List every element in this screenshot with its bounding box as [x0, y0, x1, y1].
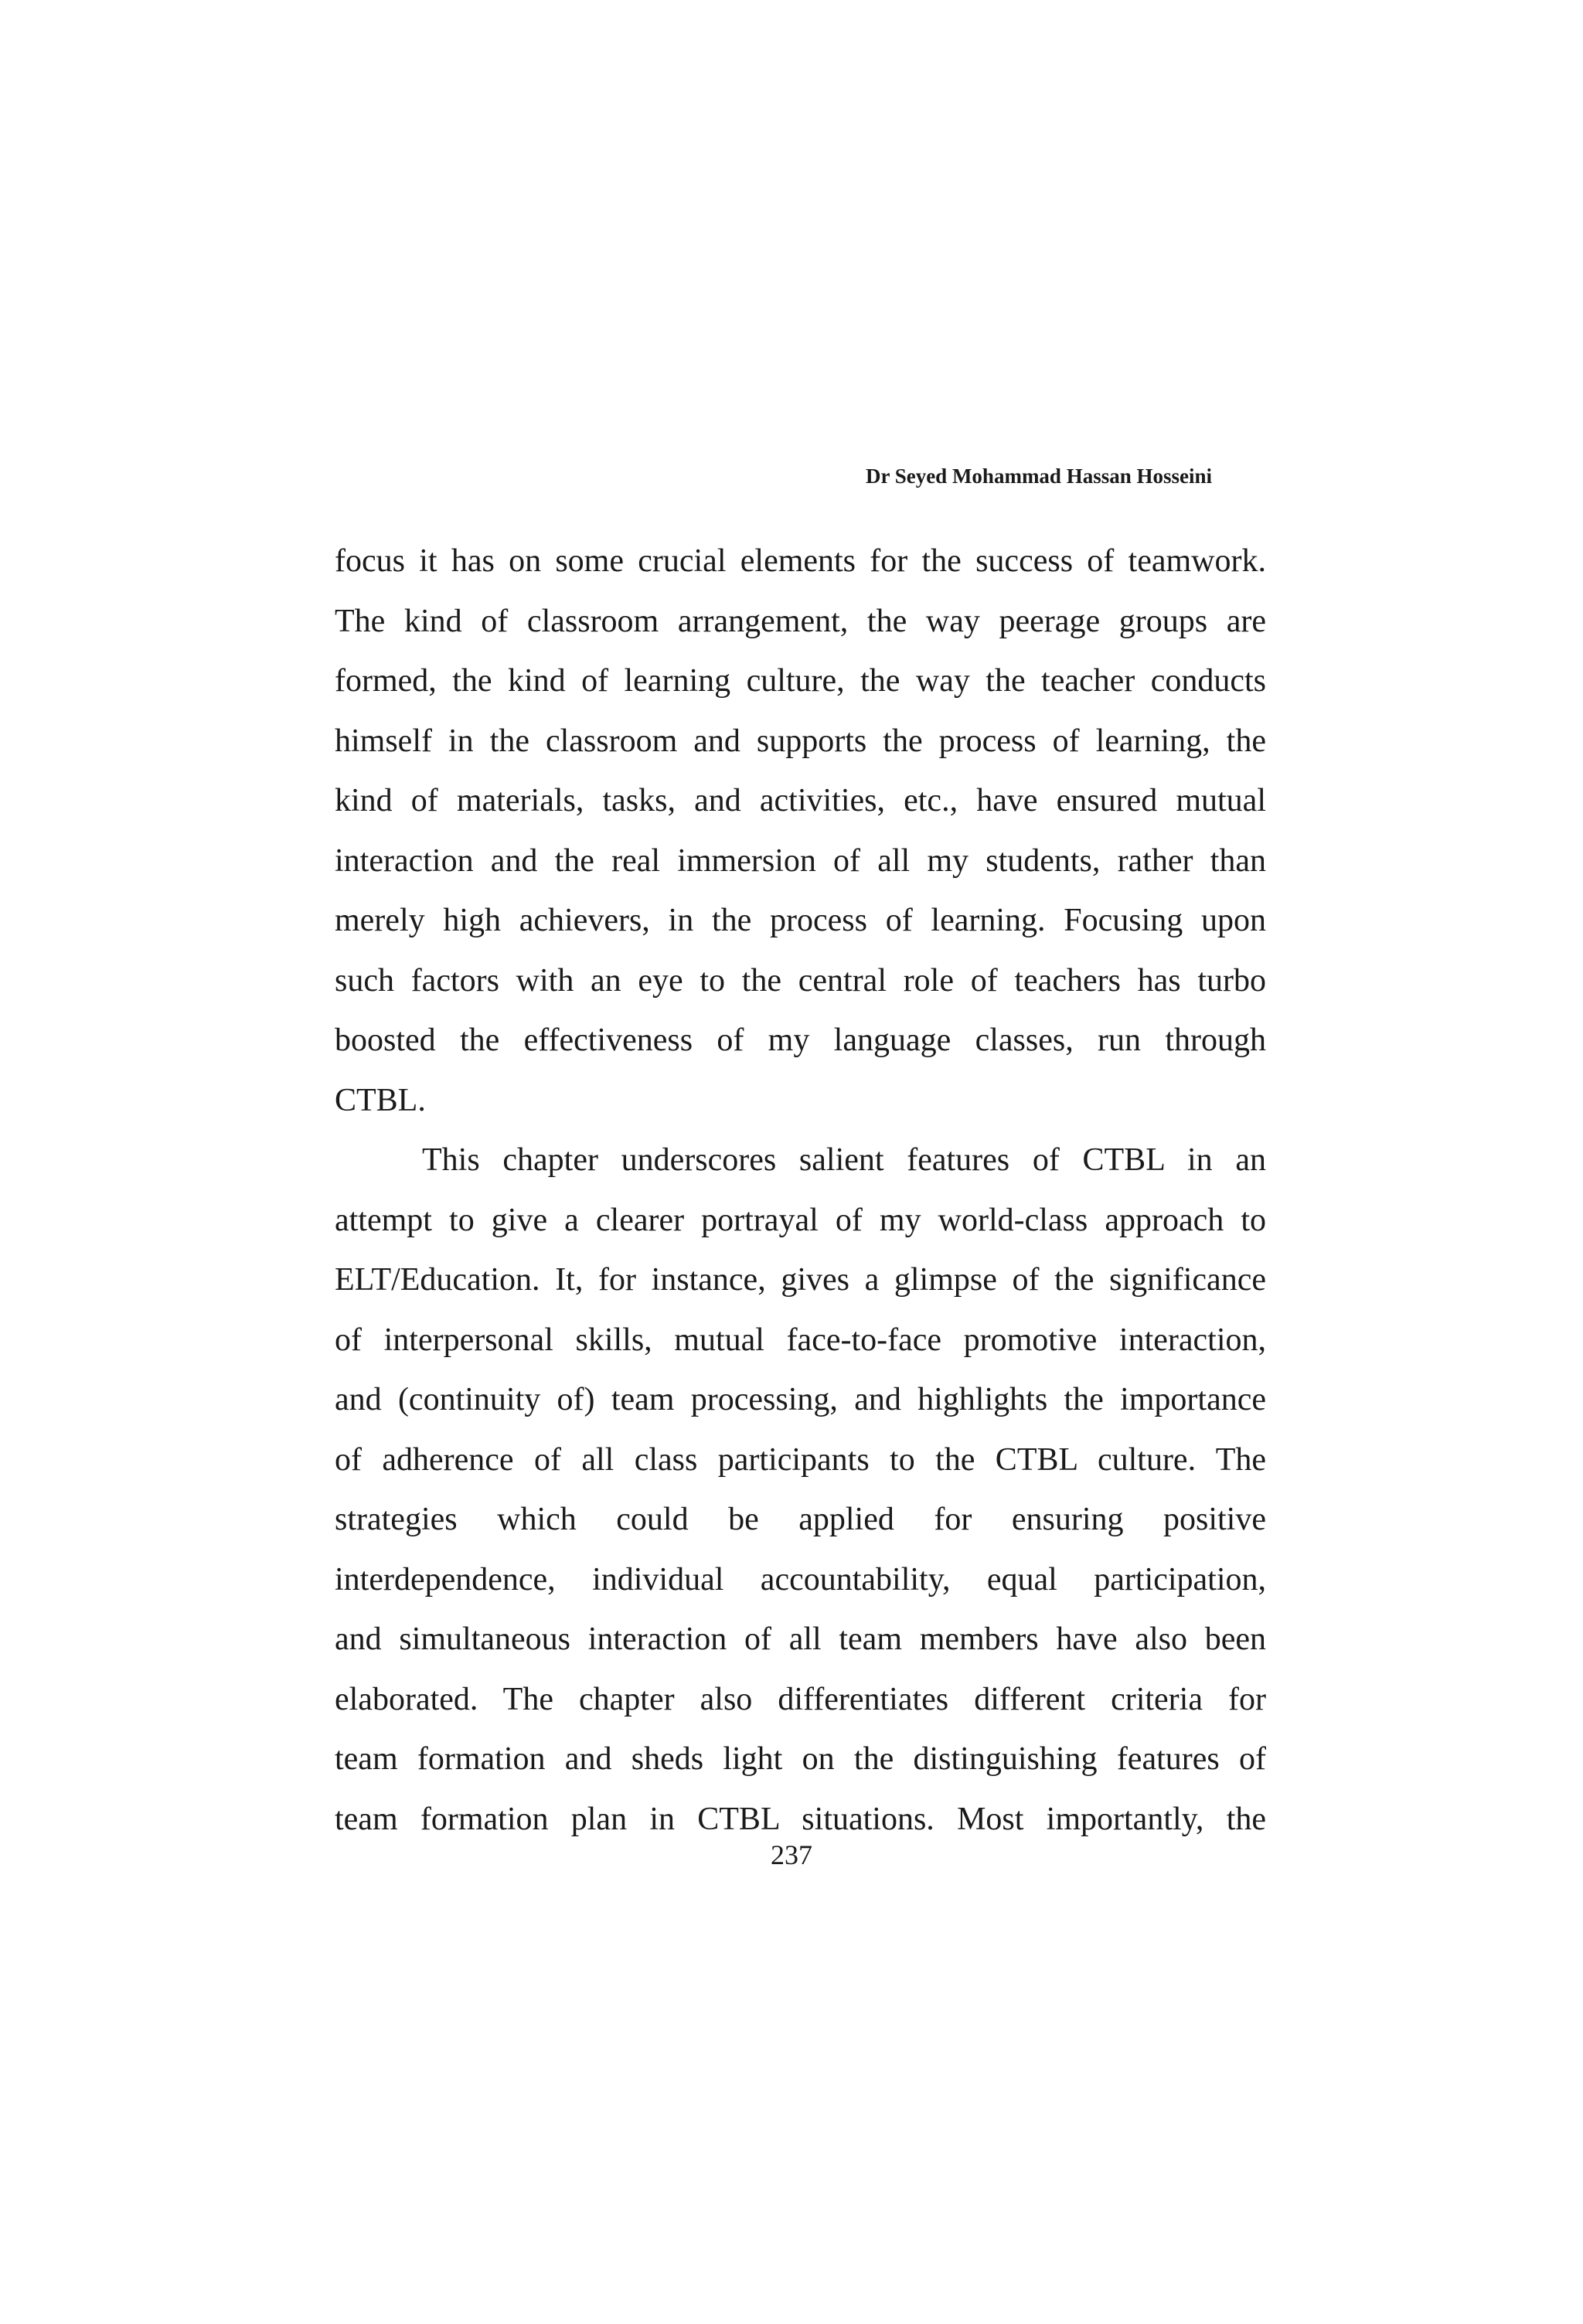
running-header-author: Dr Seyed Mohammad Hassan Hosseini: [865, 464, 1212, 488]
paragraph-2-line-6: of adherence of all class participants to the CTBL culture. The: [335, 1441, 1266, 1478]
body-text: [335, 532, 1266, 1849]
paragraph-1-line-5: kind of materials, tasks, and activities, etc., have ensured mutual: [335, 783, 1266, 818]
paragraph-1-line-8: such factors with an eye to the central role of teachers has turbo: [335, 962, 1266, 999]
paragraph-2-line-9: and simultaneous interaction of all team members have also been: [335, 1621, 1266, 1657]
paragraph-1-line-6: interaction and the real immersion of all my students, rather than: [335, 842, 1266, 879]
paragraph-1-line-9: boosted the effectiveness of my language classes, run through: [335, 1022, 1266, 1058]
paragraph-2-line-3: ELT/Education. It, for instance, gives a glimpse of the significance: [335, 1262, 1266, 1298]
paragraph-1-line-10: CTBL.: [335, 1082, 426, 1118]
paragraph-1-line-7: merely high achievers, in the process of learning. Focusing upon: [335, 903, 1266, 938]
paragraph-2-line-12: team formation plan in CTBL situations. Most importantly, the: [335, 1801, 1266, 1837]
paragraph-2-line-4: of interpersonal skills, mutual face-to-face promotive interaction,: [335, 1322, 1266, 1358]
paragraph-1-line-2: The kind of classroom arrangement, the way peerage groups are: [335, 603, 1266, 639]
paragraph-1-line-1: focus it has on some crucial elements for the success of teamwork.: [335, 543, 1266, 579]
paragraph-2-line-10: elaborated. The chapter also differentiates different criteria for: [335, 1681, 1266, 1717]
paragraph-2-line-7: strategies which could be applied for ensuring positive: [335, 1502, 1266, 1537]
paragraph-2-line-1: This chapter underscores salient features of CTBL in an: [422, 1142, 1266, 1178]
page-number: 237: [771, 1839, 812, 1870]
paragraph-2-line-5: and (continuity of) team processing, and highlights the importance: [335, 1382, 1266, 1417]
paragraph-2-line-11: team formation and sheds light on the distinguishing features of: [335, 1741, 1266, 1777]
paragraph-1-line-4: himself in the classroom and supports the process of learning, the: [335, 723, 1266, 759]
paragraph-1-line-3: formed, the kind of learning culture, the way the teacher conducts: [335, 663, 1266, 699]
paragraph-2-line-8: interdependence, individual accountability, equal participation,: [335, 1561, 1266, 1598]
paragraph-2-line-2: attempt to give a clearer portrayal of my world-class approach to: [335, 1202, 1266, 1238]
